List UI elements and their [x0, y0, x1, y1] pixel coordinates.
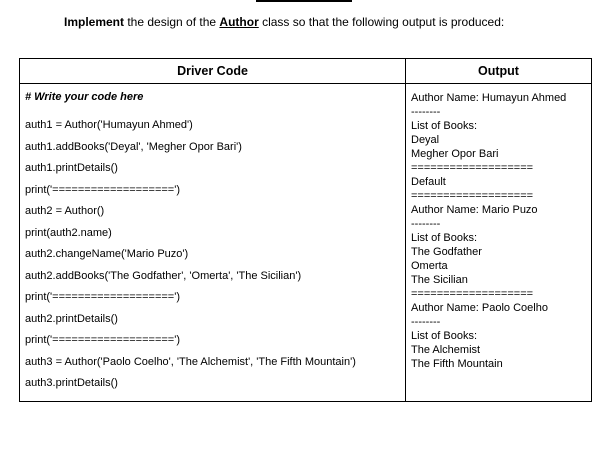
- output-line: ===================: [411, 162, 534, 174]
- code-line: print('==================='): [25, 291, 180, 303]
- output-line: Megher Opor Bari: [411, 148, 499, 160]
- output-line: The Godfather: [411, 246, 482, 258]
- output-line: Default: [411, 176, 446, 188]
- instruction-middle: the design of the: [124, 15, 220, 29]
- code-line: auth2.changeName('Mario Puzo'): [25, 248, 189, 260]
- code-line: auth1 = Author('Humayun Ahmed'): [25, 119, 193, 131]
- code-line: print('==================='): [25, 183, 180, 196]
- code-output-table: [19, 58, 592, 402]
- header-driver-code: Driver Code: [20, 59, 406, 84]
- output-line: List of Books:: [411, 232, 478, 244]
- header-output: Output: [406, 59, 592, 84]
- output-line: List of Books:: [411, 120, 478, 132]
- output-line: --------: [411, 316, 441, 328]
- code-line: auth2.printDetails(): [25, 312, 118, 325]
- instruction-text: [64, 15, 504, 29]
- output-line: The Alchemist: [411, 344, 481, 356]
- code-line: print(auth2.name): [25, 226, 112, 239]
- code-line: auth1.addBooks('Deyal', 'Megher Opor Bari'): [25, 140, 242, 153]
- code-line: # Write your code here: [25, 91, 144, 103]
- output-line: --------: [411, 106, 441, 118]
- instruction-verb: Implement: [64, 15, 125, 29]
- output-line: List of Books:: [411, 330, 478, 342]
- output-line: The Fifth Mountain: [411, 358, 503, 370]
- header-row: [20, 59, 592, 84]
- code-line: auth2.addBooks('The Godfather', 'Omerta', 'The Sicilian'): [25, 269, 302, 282]
- content-row: [20, 84, 592, 402]
- code-line: auth3 = Author('Paolo Coelho', 'The Alchemist', 'The Fifth Mountain'): [25, 355, 356, 368]
- output-line: ===================: [411, 190, 534, 202]
- code-line: auth3.printDetails(): [25, 377, 118, 389]
- output-line: ===================: [411, 288, 534, 300]
- top-rule: [256, 0, 352, 2]
- output-cell: [406, 84, 592, 402]
- code-line: auth1.printDetails(): [25, 162, 118, 174]
- output-line: Omerta: [411, 260, 448, 272]
- output-line: Author Name: Paolo Coelho: [411, 302, 548, 314]
- instruction-class-name: Author: [219, 15, 259, 29]
- instruction-suffix: class so that the following output is produced:: [258, 15, 505, 29]
- output-line: Author Name: Humayun Ahmed: [411, 92, 567, 104]
- code-line: print('==================='): [25, 334, 180, 346]
- output-line: Deyal: [411, 134, 440, 146]
- driver-code-cell: [20, 84, 406, 402]
- output-line: Author Name: Mario Puzo: [411, 204, 538, 216]
- output-line: --------: [411, 218, 441, 230]
- output-line: The Sicilian: [411, 274, 468, 286]
- code-line: auth2 = Author(): [25, 205, 105, 217]
